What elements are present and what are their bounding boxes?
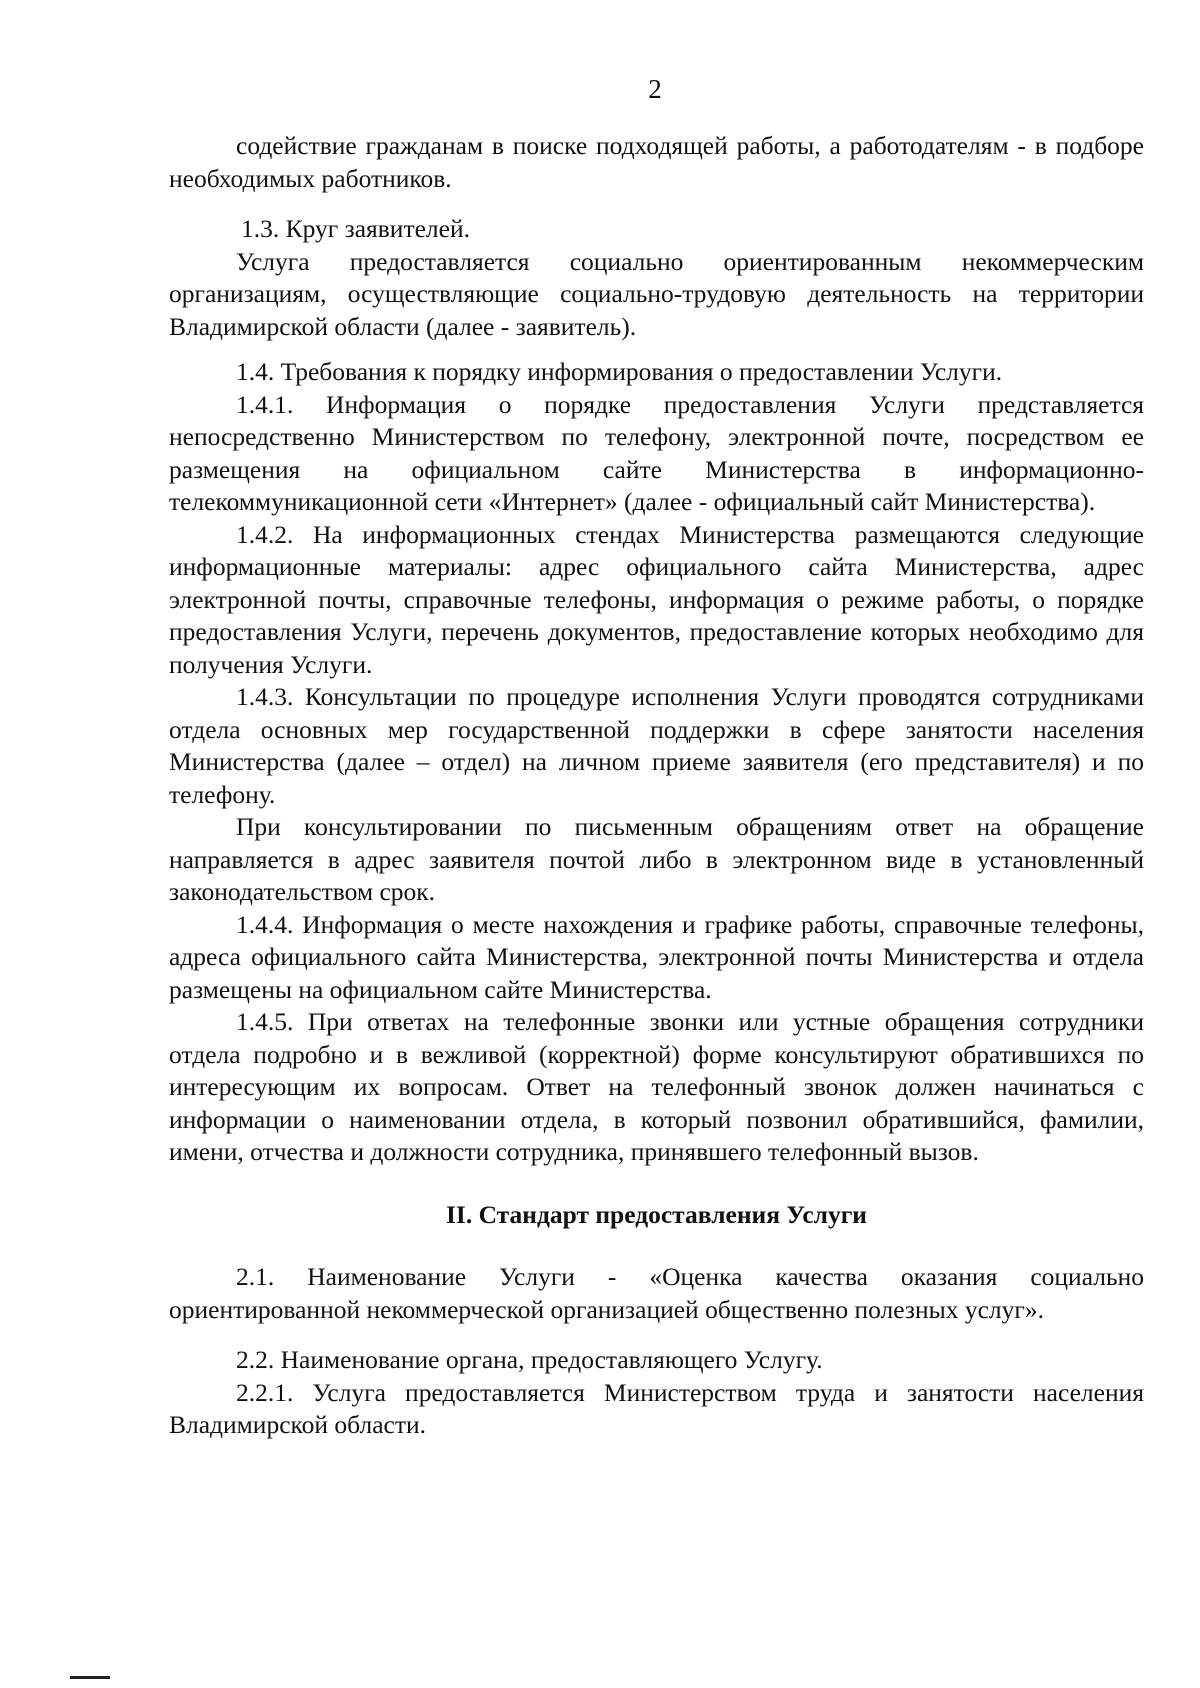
paragraph-continuation: содействие гражданам в поиске подходящей работы, а работодателям - в подборе необходимых работников. <box>169 131 1144 193</box>
section-1-3-title: 1.3. Круг заявителей. <box>241 214 470 243</box>
paragraph-2-1: 2.1. Наименование Услуги - «Оценка качества оказания социально ориентированной некоммерческой организацией общественно полезных услуг». <box>169 1262 1144 1324</box>
paragraph-1-4-4: 1.4.4. Информация о месте нахождения и графике работы, справочные телефоны, адреса официального сайта Министерства, электронной почты Министерства и отдела размещены на официальном сайте Министерства. <box>169 909 1144 1004</box>
section-2-2-title: 2.2. Наименование органа, предоставляющего Услугу. <box>236 1345 823 1374</box>
paragraph-written-requests: При консультировании по письменным обращениям ответ на обращение направляется в адрес заявителя почтой либо в электронном виде в установленный законодательством срок. <box>169 812 1144 906</box>
paragraph-1-4-2: 1.4.2. На информационных стендах Министерства размещаются следующие информационные материалы: адрес официального сайта Министерства, адрес электронной почты, справочные телефоны, информация о режиме работы, о порядке предоставления Услуги, перечень документов, предоставление которых необходимо для получения Услуги. <box>169 519 1144 679</box>
paragraph-2-2-1: 2.2.1. Услуга предоставляется Министерством труда и занятости населения Владимирской области. <box>169 1377 1144 1439</box>
page-edge-mark <box>70 1676 110 1685</box>
paragraph-1-4-3: 1.4.3. Консультации по процедуре исполнения Услуги проводятся сотрудниками отдела основных мер государственной поддержки в сфере занятости населения Министерства (далее – отдел) на личном приеме заявителя (его представителя) и по телефону. <box>169 682 1144 809</box>
paragraph-1-4-5: 1.4.5. При ответах на телефонные звонки или устные обращения сотрудники отдела подробно и в вежливой (корректной) форме консультируют обратившихся по интересующим их вопросам. Ответ на телефонный звонок должен начинаться с информации о наименовании отдела, в который позвонил обратившийся, фамилии, имени, отчества и должности сотрудника, принявшего телефонный вызов. <box>169 1007 1144 1166</box>
document-body <box>169 130 1144 1442</box>
section-2-heading: II. Стандарт предоставления Услуги <box>446 1199 867 1229</box>
paragraph-1-4-1: 1.4.1. Информация о порядке предоставления Услуги представляется непосредственно Министерством по телефону, электронной почте, посредством ее размещения на официальном сайте Министерства в информационно-телекоммуникационной сети «Интернет» (далее - официальный сайт Министерства). <box>169 389 1144 516</box>
section-1-4-title: 1.4. Требования к порядку информирования о предоставлении Услуги. <box>236 357 1003 386</box>
page-number: 2 <box>648 74 662 104</box>
paragraph-applicants: Услуга предоставляется социально ориентированным некоммерческим организациям, осуществляющие социально-трудовую деятельность на территории Владимирской области (далее - заявитель). <box>169 246 1144 341</box>
